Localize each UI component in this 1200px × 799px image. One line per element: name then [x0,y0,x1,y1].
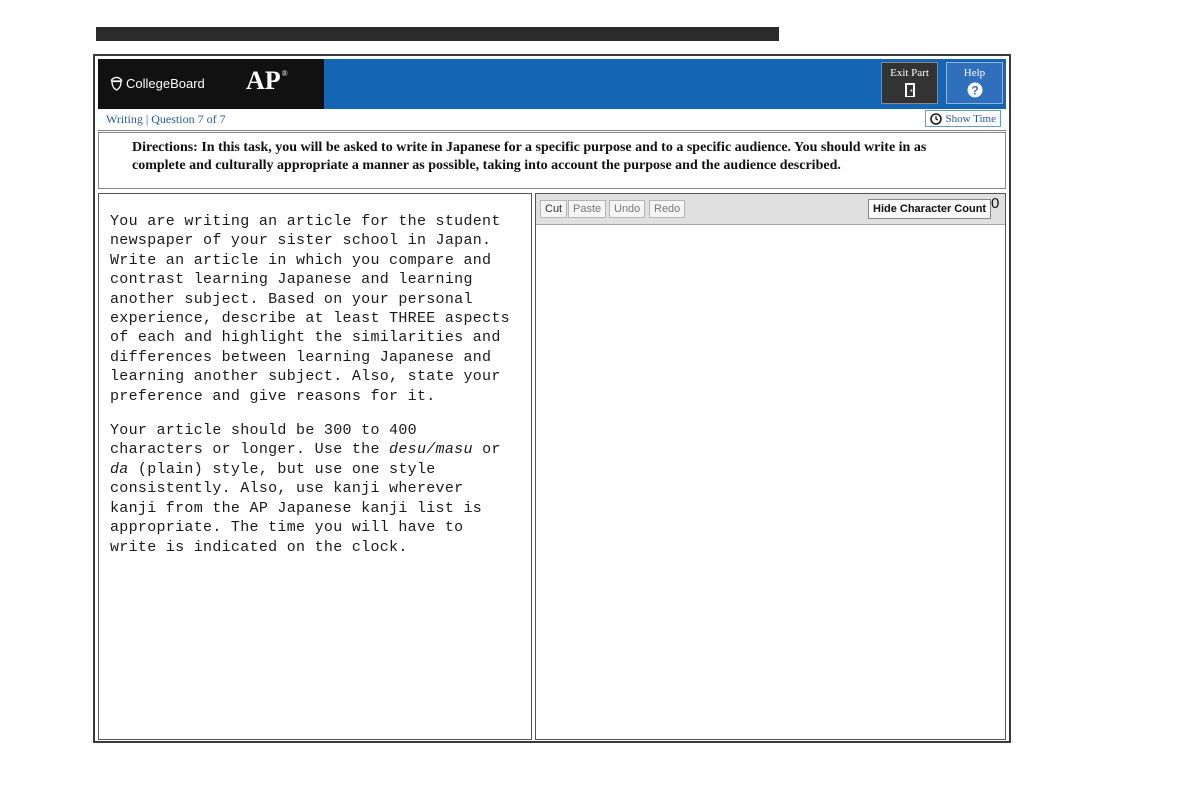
da-term: da [110,460,129,478]
editor-toolbar [536,194,1005,225]
brand-name: CollegeBoard [126,75,205,91]
show-time-button[interactable] [925,110,1001,127]
header-bar [98,59,1006,109]
undo-button[interactable]: Undo [609,200,645,218]
exit-part-button[interactable] [881,62,938,104]
directions-text: Directions: In this task, you will be asked to write in Japanese for a specific purpose and to a specific audience. You should write in as complete and culturally appropriate a manner as possible, taking into account the purpose and the audience described. [132,140,927,173]
question-info-bar [98,109,1006,131]
show-time-label: Show Time [945,112,996,125]
exit-part-label: Exit Part [890,67,929,79]
desu-masu-term: desu/masu [389,441,473,459]
prompt-paragraph-2: Your article should be 300 to 400 characters or longer. Use the desu/masu or da (plain) style, but use one style consistently. Also, use kanji wherever kanji from the AP Japanese kanji list is appropriate. The time you will have to write is indicated on the clock. [110,422,501,556]
hide-character-count-button[interactable]: Hide Character Count [868,199,991,219]
ap-logo: AP® [229,59,324,109]
directions-panel [98,132,1006,189]
ap-label: AP [246,66,281,95]
prompt-paragraph-1: You are writing an article for the student newspaper of your sister school in Japan. Write an article in which you compare and contrast learning Japanese and learning another subject. Based on your personal experience, describe at least THREE aspects of each and highlight the similarities and differences between learning Japanese and learning another subject. Also, state your preference and give reasons for it. [110,213,510,405]
cut-button[interactable]: Cut [540,200,567,218]
response-pane [535,193,1006,740]
response-textarea[interactable] [536,225,1005,739]
brand-area [98,59,324,109]
help-button[interactable] [946,62,1003,104]
clock-icon [930,113,942,125]
prompt-text [110,212,510,572]
character-count: 0 [991,195,1000,212]
breadcrumb: Writing | Question 7 of 7 [106,112,226,126]
redo-button[interactable]: Redo [649,200,685,218]
collegeboard-logo [110,71,205,95]
paste-button[interactable]: Paste [568,200,606,218]
help-label: Help [963,67,986,79]
prompt-pane [98,193,532,740]
door-icon [902,82,918,98]
exam-window [93,54,1011,743]
question-icon [967,82,983,98]
top-dark-bar [96,27,779,41]
acorn-icon [110,75,123,91]
svg-text:?: ? [970,83,979,98]
